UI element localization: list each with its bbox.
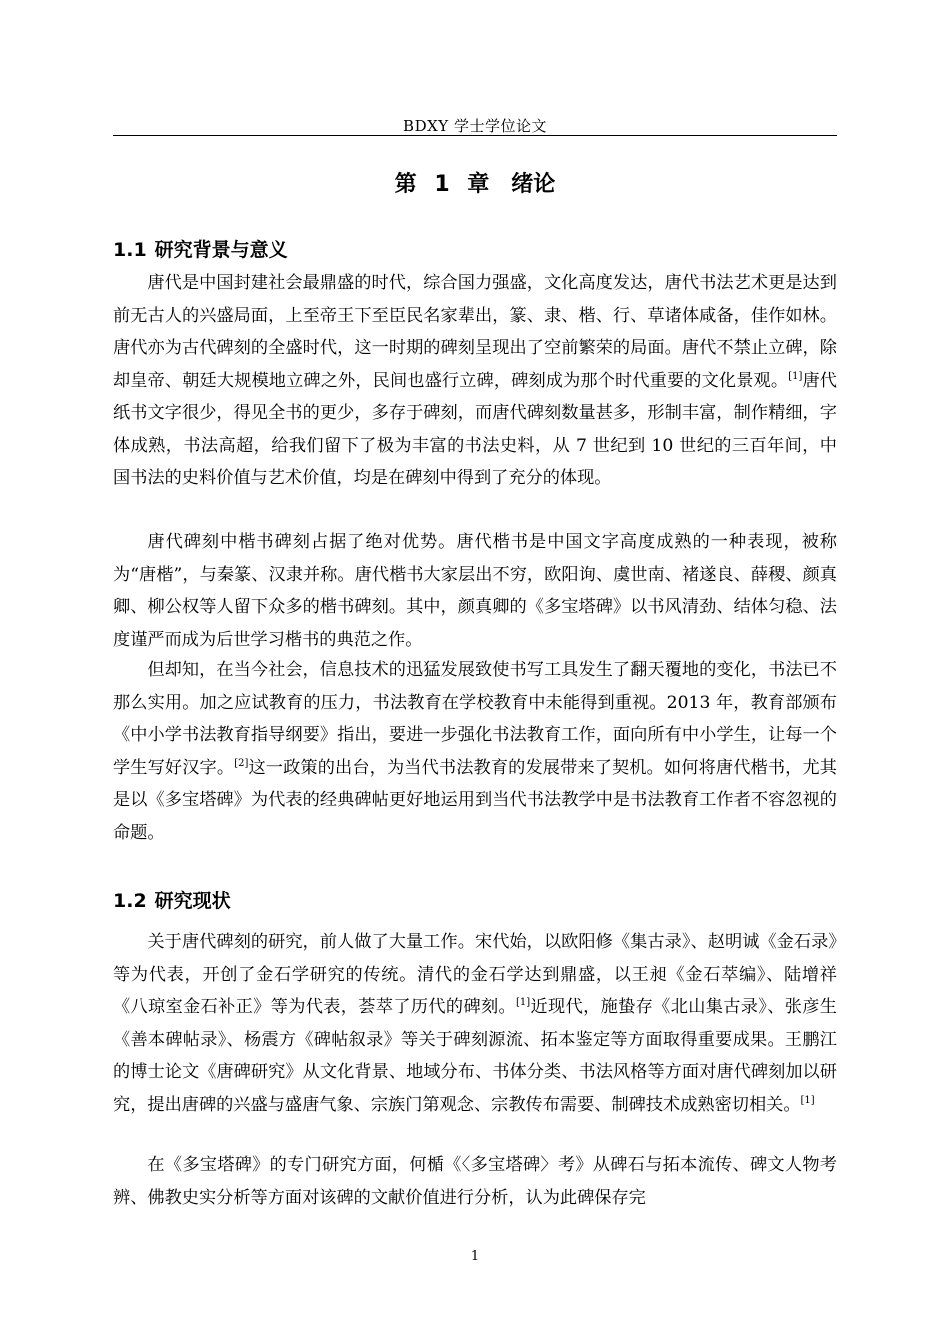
- paragraph-text: 关于唐代碑刻的研究，前人做了大量工作。宋代始，以欧阳修《集古录》、赵明诚《金石录》等为代表，开创了金石学研究的传统。清代的金石学达到鼎盛，以王昶《金石萃编》、陆增祥《八琼室金石补正》等为代表，荟萃了历代的碑刻。: [113, 932, 837, 1017]
- section-number: 1.1: [113, 239, 147, 261]
- paragraph-text: 唐代纸书文字很少，得见全书的更少，多存于碑刻，而唐代碑刻数量甚多，形制丰富，制作精细，字体成熟，书法高超，给我们留下了极为丰富的书法史料，从 7 世纪到 10 世纪的三百年间，中国书法的史料价值与艺术价值，均是在碑刻中得到了充分的体现。: [113, 370, 837, 488]
- section-title: 研究背景与意义: [154, 239, 288, 261]
- section-title: 研究现状: [154, 890, 231, 912]
- paragraph: [113, 1149, 837, 1214]
- citation-marker: [1]: [516, 997, 531, 1008]
- paragraph-text: 但却知，在当今社会，信息技术的迅猛发展致使书写工具发生了翻天覆地的变化，书法已不那么实用。加之应试教育的压力，书法教育在学校教育中未能得到重视。2013 年，教育部颁布《中小学书法教育指导纲要》指出，要进一步强化书法教育工作，面向所有中小学生，让每一个学生写好汉字。: [113, 660, 837, 778]
- header-rule: [113, 135, 837, 136]
- paragraph: [113, 267, 837, 495]
- section-heading-1-2: [113, 887, 837, 915]
- citation-marker: [2]: [234, 757, 249, 769]
- paragraph: [113, 926, 837, 1121]
- paragraph-text: 唐代碑刻中楷书碑刻占据了绝对优势。唐代楷书是中国文字高度成熟的一种表现，被称为“唐楷”，与秦篆、汉隶并称。唐代楷书大家层出不穷，欧阳询、虞世南、褚遂良、薛稷、颜真卿、柳公权等人留下众多的楷书碑刻。其中，颜真卿的《多宝塔碑》以书风清劲、结体匀稳、法度谨严而成为后世学习楷书的典范之作。: [113, 532, 837, 650]
- paragraph-text: 近现代，施蛰存《北山集古录》、张彦生《善本碑帖录》、杨震方《碑帖叙录》等关于碑刻源流、拓本鉴定等方面取得重要成果。王鹏江的博士论文《唐碑研究》从文化背景、地域分布、书体分类、书法风格等方面对唐代碑刻加以研究，提出唐碑的兴盛与盛唐气象、宗族门第观念、宗教传布需要、制碑技术成熟密切相关。: [113, 997, 837, 1115]
- paragraph-text: 唐代是中国封建社会最鼎盛的时代，综合国力强盛，文化高度发达，唐代书法艺术更是达到前无古人的兴盛局面，上至帝王下至臣民名家辈出，篆、隶、楷、行、草诸体咸备，佳作如林。唐代亦为古代碑刻的全盛时代，这一时期的碑刻呈现出了空前繁荣的局面。唐代不禁止立碑，除却皇帝、朝廷大规模地立碑之外，民间也盛行立碑，碑刻成为那个时代重要的文化景观。: [113, 273, 837, 391]
- section-heading-1-1: [113, 236, 837, 264]
- citation-marker: [1]: [788, 370, 803, 382]
- paragraph-text: 在《多宝塔碑》的专门研究方面，何楯《〈多宝塔碑〉考》从碑石与拓本流传、碑文人物考辨、佛教史实分析等方面对该碑的文献价值进行分析，认为此碑保存完: [113, 1155, 837, 1208]
- running-header: BDXY 学士学位论文: [403, 117, 547, 135]
- paragraph: [113, 526, 837, 656]
- paragraph: [113, 654, 837, 849]
- section-number: 1.2: [113, 890, 147, 912]
- citation-marker: [1]: [800, 1094, 815, 1106]
- chapter-title: 第 1 章 绪论: [394, 172, 556, 197]
- paragraph-text: 这一政策的出台，为当代书法教育的发展带来了契机。如何将唐代楷书，尤其是以《多宝塔碑》为代表的经典碑帖更好地运用到当代书法教学中是书法教育工作者不容忽视的命题。: [113, 757, 837, 843]
- page-number: 1: [470, 1249, 480, 1264]
